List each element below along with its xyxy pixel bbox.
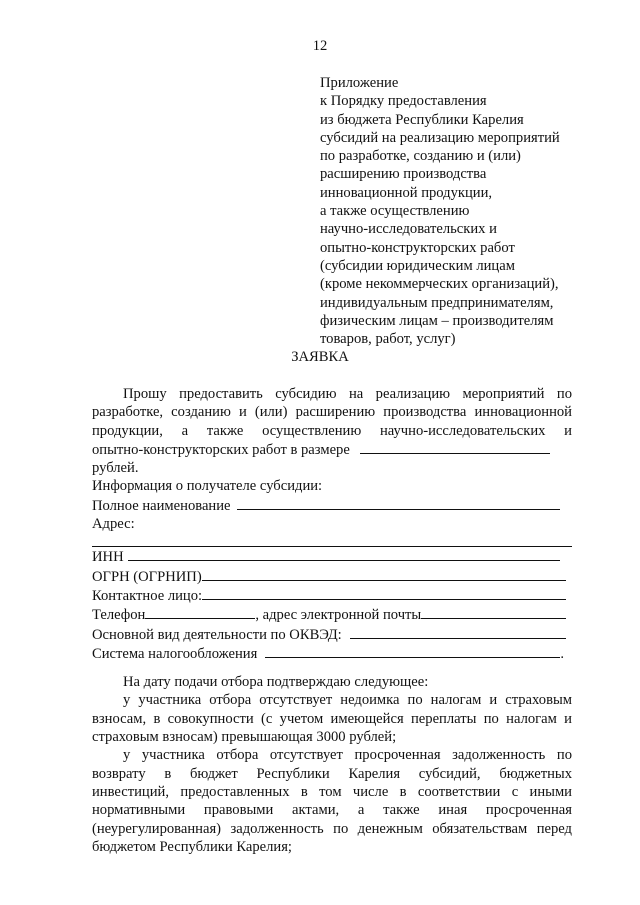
request-line: Прошу предоставить субсидию на реализацию мероприятий по: [123, 386, 572, 402]
phone-row: [92, 605, 572, 624]
appendix-line: к Порядку предоставления: [320, 93, 487, 110]
ogrn-label: ОГРН (ОГРНИП): [92, 568, 202, 585]
okved-field[interactable]: [350, 625, 566, 639]
page-number: 12: [312, 38, 328, 54]
appendix-line: физическим лицам – производителям: [320, 312, 554, 329]
phone-field[interactable]: [145, 605, 255, 619]
info-heading: Информация о получателе субсидии:: [92, 478, 323, 495]
amount-field[interactable]: [360, 440, 550, 454]
confirm-line: возврату в бюджет Республики Карелия субсидий, бюджетных: [92, 765, 572, 782]
confirm-line: у участника отбора отсутствует недоимка по налогам и страховым: [123, 692, 572, 709]
okved-row: [92, 625, 572, 644]
address-field[interactable]: [92, 533, 572, 547]
full-name-row: [92, 496, 572, 515]
inn-row: [92, 547, 572, 566]
application-body: [92, 385, 572, 856]
ogrn-row: [92, 567, 572, 586]
contact-row: [92, 586, 572, 605]
tax-label: Система налогообложения: [92, 645, 258, 662]
confirm-line: у участника отбора отсутствует просроченная задолженность по: [123, 747, 572, 764]
full-name-label: Полное наименование: [92, 497, 231, 514]
tax-end: .: [560, 645, 564, 662]
appendix-line: опытно-конструкторских работ: [320, 239, 515, 256]
appendix-line: научно-исследовательских и: [320, 221, 497, 238]
inn-field[interactable]: [128, 547, 560, 561]
full-name-field[interactable]: [237, 496, 560, 510]
okved-label: Основной вид деятельности по ОКВЭД:: [92, 626, 342, 643]
tax-row: [92, 644, 572, 663]
currency-label: рублей.: [92, 460, 139, 477]
appendix-line: Приложение: [320, 75, 399, 91]
appendix-note: [320, 74, 560, 348]
confirm-line: страховым взносам) превышающая 3000 рублей;: [92, 729, 397, 746]
confirm-line: нормативными правовыми актами, а также иная просроченная: [92, 802, 572, 819]
ogrn-field[interactable]: [202, 567, 566, 581]
appendix-line: индивидуальным предпринимателям,: [320, 294, 554, 311]
confirm-line: (неурегулированная) задолженность по денежным обязательствам перед: [92, 820, 572, 837]
confirm-line: инвестиций, предоставленных в том числе в соответствии с иными: [92, 783, 572, 800]
appendix-line: (кроме некоммерческих организаций),: [320, 276, 559, 293]
appendix-line: расширению производства: [320, 166, 487, 183]
confirm-line: взносам, в совокупности (с учетом имеющейся переплаты по налогам и: [92, 710, 572, 727]
contact-label: Контактное лицо:: [92, 587, 203, 604]
phone-label: Телефон: [92, 607, 146, 624]
appendix-line: а также осуществлению: [320, 203, 470, 220]
appendix-line: из бюджета Республики Карелия: [320, 111, 524, 128]
inn-label: ИНН: [92, 549, 124, 566]
tax-field[interactable]: [265, 644, 560, 658]
document-title: ЗАЯВКА: [291, 349, 349, 365]
confirm-line: бюджетом Республики Карелия;: [92, 838, 292, 855]
email-label: , адрес электронной почты: [255, 607, 422, 624]
contact-field[interactable]: [202, 586, 566, 600]
request-line: разработке, созданию и (или) расширению производства инновационной: [92, 404, 572, 421]
amount-row: [92, 440, 572, 459]
amount-label: опытно-конструкторских работ в размере: [92, 441, 350, 458]
request-line: продукции, а также осуществлению научно-исследовательских и: [92, 422, 572, 439]
address-label: Адрес:: [92, 516, 135, 533]
email-field[interactable]: [421, 605, 566, 619]
appendix-line: по разработке, созданию и (или): [320, 148, 521, 165]
appendix-line: товаров, работ, услуг): [320, 331, 456, 348]
address-row: [92, 533, 572, 547]
confirm-intro: На дату подачи отбора подтверждаю следующее:: [123, 674, 429, 691]
appendix-line: (субсидии юридическим лицам: [320, 257, 515, 274]
appendix-line: инновационной продукции,: [320, 184, 493, 201]
appendix-line: субсидий на реализацию мероприятий: [320, 129, 560, 146]
